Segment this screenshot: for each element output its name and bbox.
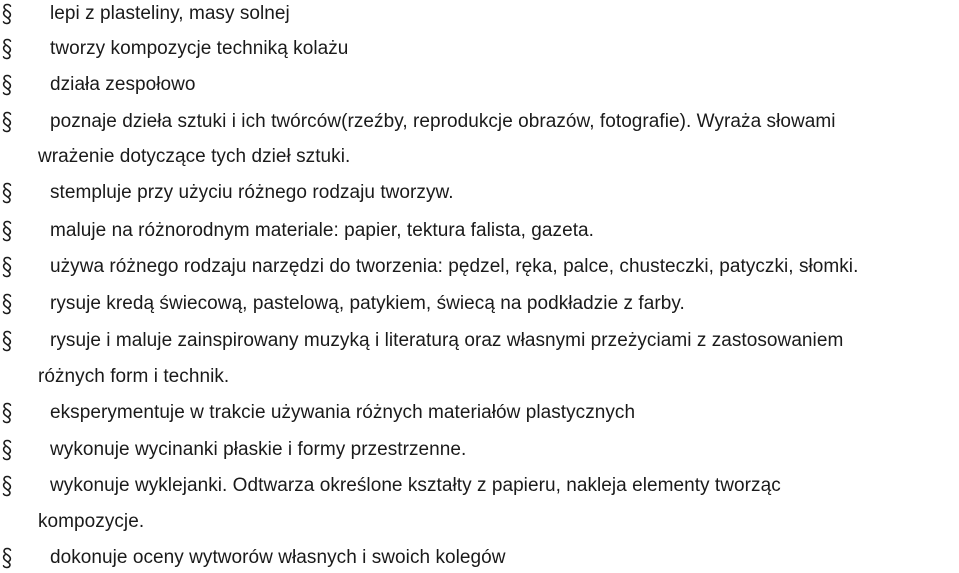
list-item-text: używa różnego rodzaju narzędzi do tworzenia: pędzel, ręka, palce, chusteczki, patyczki, słomki.	[50, 256, 859, 277]
section-sign-bullet-icon	[0, 73, 14, 97]
list-item-text: rysuje kredą świecową, pastelową, patykiem, świecą na podkładzie z farby.	[50, 293, 685, 314]
list-item-text: maluje na różnorodnym materiale: papier, tektura falista, gazeta.	[50, 220, 594, 241]
list-item-text-continuation: wrażenie dotyczące tych dzieł sztuki.	[38, 146, 351, 167]
list-item-text: działa zespołowo	[50, 74, 196, 95]
section-sign-bullet-icon	[0, 329, 14, 353]
section-sign-bullet-icon	[0, 292, 14, 316]
list-item-text: wykonuje wyklejanki. Odtwarza określone kształty z papieru, nakleja elementy tworząc	[50, 475, 781, 496]
list-item-text: tworzy kompozycje techniką kolażu	[50, 38, 349, 59]
section-sign-bullet-icon	[0, 37, 14, 61]
list-item-text: poznaje dzieła sztuki i ich twórców(rzeźby, reprodukcje obrazów, fotografie). Wyraża słowami	[50, 111, 836, 132]
list-item-text-continuation: różnych form i technik.	[38, 366, 230, 387]
section-sign-bullet-icon	[0, 401, 14, 425]
list-item-text: dokonuje oceny wytworów własnych i swoich kolegów	[50, 547, 506, 568]
section-sign-bullet-icon	[0, 110, 14, 134]
list-item-text: wykonuje wycinanki płaskie i formy przestrzenne.	[50, 439, 467, 460]
section-sign-bullet-icon	[0, 438, 14, 462]
section-sign-bullet-icon	[0, 2, 14, 26]
section-sign-bullet-icon	[0, 474, 14, 498]
section-sign-bullet-icon	[0, 219, 14, 243]
list-item-text: rysuje i maluje zainspirowany muzyką i literaturą oraz własnymi przeżyciami z zastosowaniem	[50, 330, 844, 351]
section-sign-bullet-icon	[0, 255, 14, 279]
list-item-text: lepi z plasteliny, masy solnej	[50, 3, 290, 24]
list-item-text-continuation: kompozycje.	[38, 511, 145, 532]
list-item-text: stempluje przy użyciu różnego rodzaju tworzyw.	[50, 182, 454, 203]
section-sign-bullet-icon	[0, 546, 14, 570]
section-sign-bullet-icon	[0, 181, 14, 205]
list-item-text: eksperymentuje w trakcie używania różnych materiałów plastycznych	[50, 402, 636, 423]
